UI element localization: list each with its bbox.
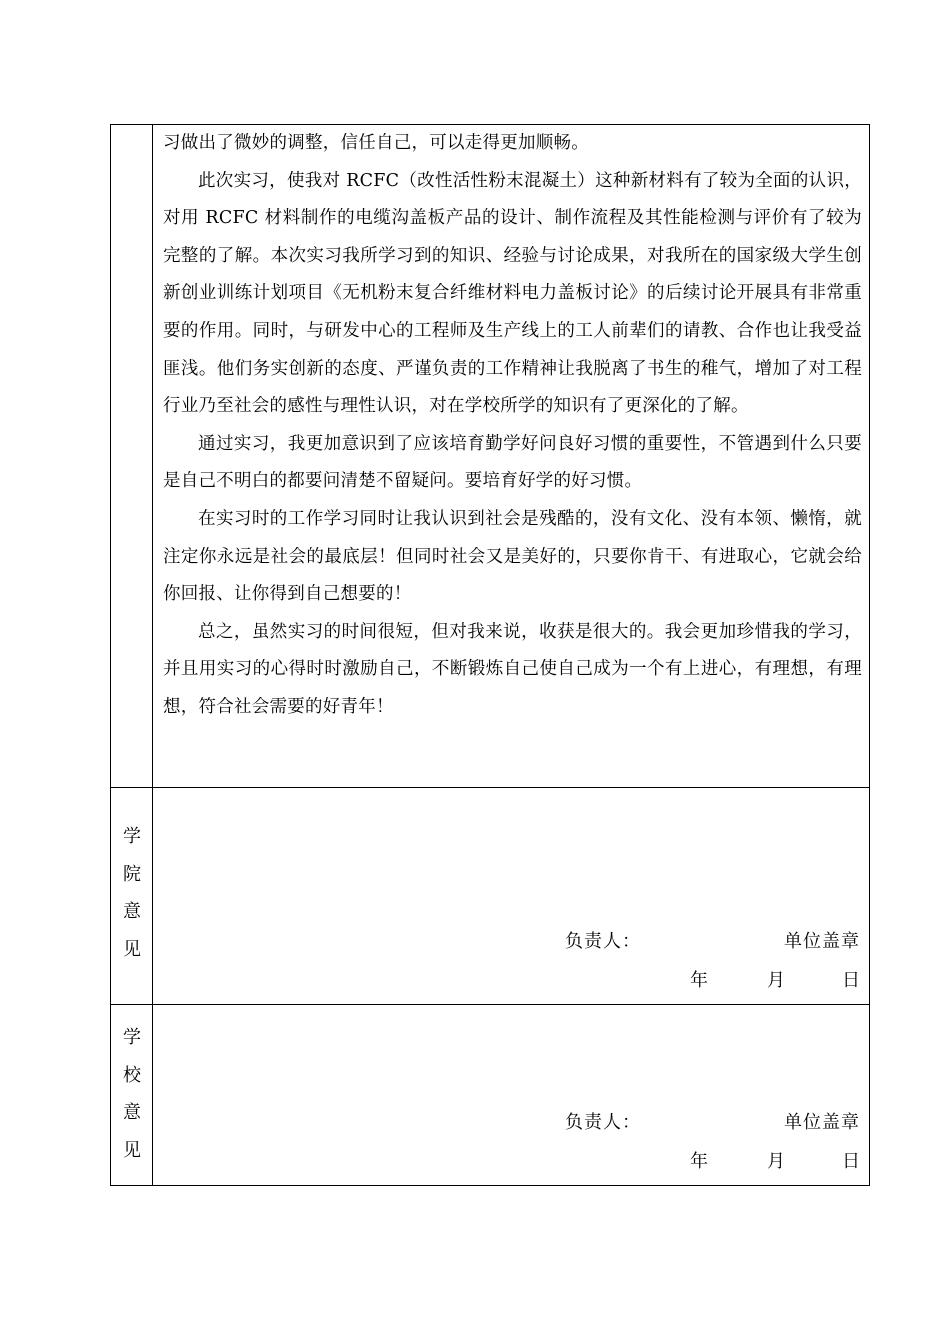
college-opinion-label xyxy=(111,818,153,968)
report-label-cell xyxy=(111,125,153,788)
school-opinion-label xyxy=(111,1019,153,1169)
college-month-label: 月 xyxy=(767,970,785,991)
college-day-label: 日 xyxy=(842,970,860,991)
paragraph-rcfc-learning: 此次实习，使我对 RCFC（改性活性粉末混凝土）这种新材料有了较为全面的认识，对用 RCFC 材料制作的电缆沟盖板产品的设计、制作流程及其性能检测与评价有了较为完整的了解。本次实习我所学习到的知识、经验与讨论成果，对我所在的国家级大学生创新创业训练计划项目《无机粉末复合纤维材料电力盖板讨论》的后续讨论开展具有非常重要的作用。同时，与研发中心的工程师及生产线上的工人前辈们的请教、合作也让我受益匪浅。他们务实创新的态度、严谨负责的工作精神让我脱离了书生的稚气，增加了对工程行业乃至社会的感性与理性认识，对在学校所学的知识有了更深化的了解。 xyxy=(163,170,862,417)
school-month-label: 月 xyxy=(767,1151,785,1172)
label-char: 学 xyxy=(123,826,141,847)
school-opinion-label-cell xyxy=(111,1005,153,1186)
paragraph-society: 在实习时的工作学习同时让我认识到社会是残酷的，没有文化、没有本领、懒惰，就注定你永远是社会的最底层！但同时社会又是美好的，只要你肯干、有进取心，它就会给你回报、让你得到自己想要的！ xyxy=(163,508,862,605)
college-opinion-row xyxy=(111,788,870,1005)
paragraph-conclusion: 总之，虽然实习的时间很短，但对我来说，收获是很大的。我会更加珍惜我的学习，并且用实习的心得时时激励自己，不断锻炼自己使自己成为一个有上进心，有理想，有理想，符合社会需要的好青年！ xyxy=(163,621,862,717)
college-opinion-label-cell xyxy=(111,788,153,1005)
label-char: 见 xyxy=(123,938,141,960)
paragraph-study-habits: 通过实习，我更加意识到了应该培育勤学好问良好习惯的重要性，不管遇到什么只要是自己不明白的都要问清楚不留疑问。要培育好学的好习惯。 xyxy=(163,433,862,492)
college-seal-label: 单位盖章 xyxy=(784,931,860,952)
label-char: 见 xyxy=(123,1139,141,1161)
college-year-label: 年 xyxy=(690,970,708,991)
label-char: 学 xyxy=(123,1027,141,1048)
school-day-label: 日 xyxy=(842,1151,860,1172)
school-opinion-field[interactable] xyxy=(153,1005,870,1186)
college-opinion-field[interactable] xyxy=(153,788,870,1005)
school-opinion-row xyxy=(111,1005,870,1186)
report-text-cell xyxy=(153,125,870,788)
label-char: 意 xyxy=(123,1102,141,1123)
internship-report-table xyxy=(110,124,870,1186)
college-responsible-label: 负责人： xyxy=(565,931,641,952)
report-text-row xyxy=(111,125,870,788)
label-char: 校 xyxy=(123,1064,141,1086)
school-year-label: 年 xyxy=(690,1151,708,1172)
paragraph-continuation: 习做出了微妙的调整，信任自己，可以走得更加顺畅。 xyxy=(163,133,589,153)
label-char: 意 xyxy=(123,901,141,922)
school-responsible-label: 负责人： xyxy=(565,1112,641,1133)
report-text-body xyxy=(153,125,869,727)
label-char: 院 xyxy=(123,863,141,885)
school-seal-label: 单位盖章 xyxy=(784,1112,860,1133)
